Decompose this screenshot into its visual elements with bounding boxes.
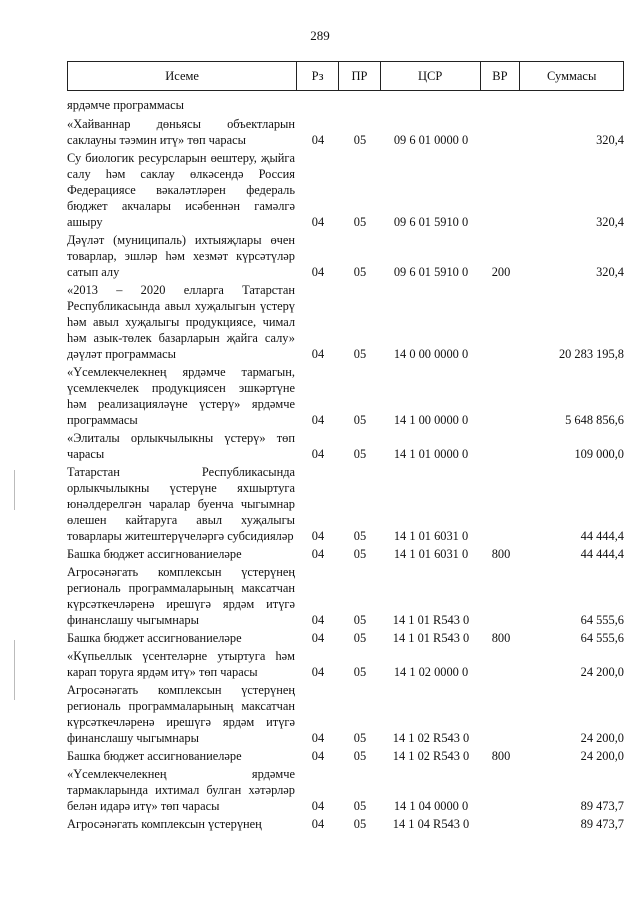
row-rz: 04 bbox=[311, 731, 325, 745]
scan-margin-mark bbox=[14, 640, 15, 700]
row-csr: 14 1 01 0000 0 bbox=[393, 447, 469, 461]
header-sum: Суммасы bbox=[547, 68, 597, 83]
row-name: Башка бюджет ассигнованиеләре bbox=[67, 631, 242, 645]
header-pr: ПР bbox=[339, 62, 381, 90]
row-sum: 24 200,0 bbox=[580, 749, 624, 763]
row-name: «Элиталы орлыкчылыкны үстерү» төп чарасы bbox=[67, 431, 295, 461]
table-row bbox=[67, 766, 624, 814]
row-pr: 05 bbox=[353, 265, 367, 279]
table-row bbox=[67, 816, 624, 832]
table-row bbox=[67, 630, 624, 646]
row-csr: 14 1 02 R543 0 bbox=[392, 749, 470, 763]
row-name: Агросәнәгать комплексын үстерүнең bbox=[67, 817, 262, 831]
row-pr: 05 bbox=[353, 133, 367, 147]
table-row bbox=[67, 682, 624, 746]
row-pr: 05 bbox=[353, 731, 367, 745]
row-pr: 05 bbox=[353, 529, 367, 543]
row-pr: 05 bbox=[353, 447, 367, 461]
row-vr: 200 bbox=[491, 265, 511, 279]
row-pr: 05 bbox=[353, 215, 367, 229]
row-pr: 05 bbox=[353, 631, 367, 645]
row-rz: 04 bbox=[311, 447, 325, 461]
row-vr: 800 bbox=[491, 749, 511, 763]
row-rz: 04 bbox=[311, 413, 325, 427]
row-vr: 800 bbox=[491, 547, 511, 561]
row-name: «Хайваннар дөньясы объектларын саклауны тәэмин итү» төп чарасы bbox=[67, 117, 295, 147]
row-name: Башка бюджет ассигнованиеләре bbox=[67, 547, 242, 561]
row-name: Татарстан Республикасында орлыкчылыкны үстерүне яхшыртуга юнәлдерелгән чаралар буенча чыгымнар өлешен кайтаруга авыл хуҗалыгы товарлары житештерүчеләргә субсидияләр bbox=[67, 465, 295, 543]
row-csr: 09 6 01 5910 0 bbox=[393, 265, 469, 279]
row-csr: 14 1 01 6031 0 bbox=[393, 547, 469, 561]
row-pr: 05 bbox=[353, 665, 367, 679]
table-row bbox=[67, 282, 624, 362]
row-pr: 05 bbox=[353, 749, 367, 763]
table-row bbox=[67, 564, 624, 628]
row-rz: 04 bbox=[311, 133, 325, 147]
table-row bbox=[67, 648, 624, 680]
row-sum: 320,4 bbox=[596, 133, 624, 147]
row-name: Башка бюджет ассигнованиеләре bbox=[67, 749, 242, 763]
row-name: «2013 – 2020 елларга Татарстан Республикасында авыл хуҗалыгын үстерү һәм авыл хуҗалыгы продукциясе, чимал һәм азык-төлек базарларын җайга салу» дәүләт программасы bbox=[67, 283, 295, 361]
row-rz: 04 bbox=[311, 347, 325, 361]
table-row bbox=[67, 464, 624, 544]
row-name: Агросәнәгать комплексын үстерүнең региональ программаларының максатчан күрсәткечләренә ирешүгә ярдәм итүгә финанслашу чыгымнары bbox=[67, 565, 295, 627]
row-rz: 04 bbox=[311, 215, 325, 229]
row-rz: 04 bbox=[311, 631, 325, 645]
row-sum: 109 000,0 bbox=[574, 447, 624, 461]
row-csr: 14 1 04 0000 0 bbox=[393, 799, 469, 813]
row-rz: 04 bbox=[311, 749, 325, 763]
row-csr: 14 0 00 0000 0 bbox=[393, 347, 469, 361]
row-sum: 89 473,7 bbox=[580, 817, 624, 831]
row-name: «Күпьеллык үсентеләрне утыртуга һәм карап торуга ярдәм итү» төп чарасы bbox=[67, 649, 295, 679]
row-pr: 05 bbox=[353, 817, 367, 831]
row-sum: 320,4 bbox=[596, 215, 624, 229]
table-row bbox=[67, 430, 624, 462]
row-pr: 05 bbox=[353, 347, 367, 361]
row-csr: 14 1 01 R543 0 bbox=[392, 631, 470, 645]
row-sum: 64 555,6 bbox=[580, 613, 624, 627]
row-pr: 05 bbox=[353, 547, 367, 561]
row-vr: 800 bbox=[491, 631, 511, 645]
row-sum: 24 200,0 bbox=[580, 731, 624, 745]
row-sum: 44 444,4 bbox=[580, 547, 624, 561]
row-csr: 14 1 01 6031 0 bbox=[393, 529, 469, 543]
row-rz: 04 bbox=[311, 817, 325, 831]
row-name: «Үсемлекчелекнең ярдәмче тармакларында ихтимал булган хәтәрләр белән идарә итү» төп чарасы bbox=[67, 767, 295, 813]
row-sum: 320,4 bbox=[596, 265, 624, 279]
row-rz: 04 bbox=[311, 529, 325, 543]
row-csr: 14 1 02 R543 0 bbox=[392, 731, 470, 745]
continuation-line: ярдәмче программасы bbox=[67, 98, 184, 112]
table-row bbox=[67, 150, 624, 230]
table-body bbox=[67, 97, 624, 834]
row-rz: 04 bbox=[311, 613, 325, 627]
row-sum: 89 473,7 bbox=[580, 799, 624, 813]
table-row bbox=[67, 748, 624, 764]
row-pr: 05 bbox=[353, 799, 367, 813]
table-header bbox=[67, 61, 624, 91]
row-csr: 14 1 01 R543 0 bbox=[392, 613, 470, 627]
row-name: Су биологик ресурсларын өештеру, җыйга салу һәм саклау өлкәсендә Россия Федерациясе вәкаләтләрен федераль бюджет акчалары исәбеннән гамәлгә ашыру bbox=[67, 151, 295, 229]
row-sum: 5 648 856,6 bbox=[565, 413, 624, 427]
row-sum: 20 283 195,8 bbox=[558, 347, 624, 361]
row-name: «Үсемлекчелекнең ярдәмче тармагын, үсемлекчелек продукциясен эшкәртүне һәм реализацияләүне үстерү» ярдәмче программасы bbox=[67, 365, 295, 427]
row-pr: 05 bbox=[353, 613, 367, 627]
scan-margin-mark bbox=[14, 470, 15, 510]
header-csr: ЦСР bbox=[381, 62, 481, 90]
row-pr: 05 bbox=[353, 413, 367, 427]
header-vr: ВР bbox=[481, 62, 521, 90]
table-row bbox=[67, 116, 624, 148]
page-number: 289 bbox=[310, 28, 330, 43]
row-rz: 04 bbox=[311, 547, 325, 561]
row-csr: 14 1 00 0000 0 bbox=[393, 413, 469, 427]
row-sum: 44 444,4 bbox=[580, 529, 624, 543]
table-row bbox=[67, 232, 624, 280]
row-csr: 14 1 02 0000 0 bbox=[393, 665, 469, 679]
row-csr: 09 6 01 0000 0 bbox=[393, 133, 469, 147]
row-sum: 64 555,6 bbox=[580, 631, 624, 645]
row-sum: 24 200,0 bbox=[580, 665, 624, 679]
row-rz: 04 bbox=[311, 799, 325, 813]
header-rz: Рз bbox=[297, 62, 339, 90]
row-name: Агросәнәгать комплексын үстерүнең региональ программаларының максатчан күрсәткечләренә ирешүгә ярдәм итүгә финанслашу чыгымнары bbox=[67, 683, 295, 745]
table-row bbox=[67, 546, 624, 562]
header-name: Исеме bbox=[68, 62, 297, 90]
row-name: Дәүләт (муниципаль) ихтыяҗлары өчен товарлар, эшләр һәм хезмәт күрсәтүләр сатып алу bbox=[67, 233, 295, 279]
row-csr: 09 6 01 5910 0 bbox=[393, 215, 469, 229]
table-row bbox=[67, 364, 624, 428]
row-rz: 04 bbox=[311, 265, 325, 279]
row-csr: 14 1 04 R543 0 bbox=[392, 817, 470, 831]
row-rz: 04 bbox=[311, 665, 325, 679]
